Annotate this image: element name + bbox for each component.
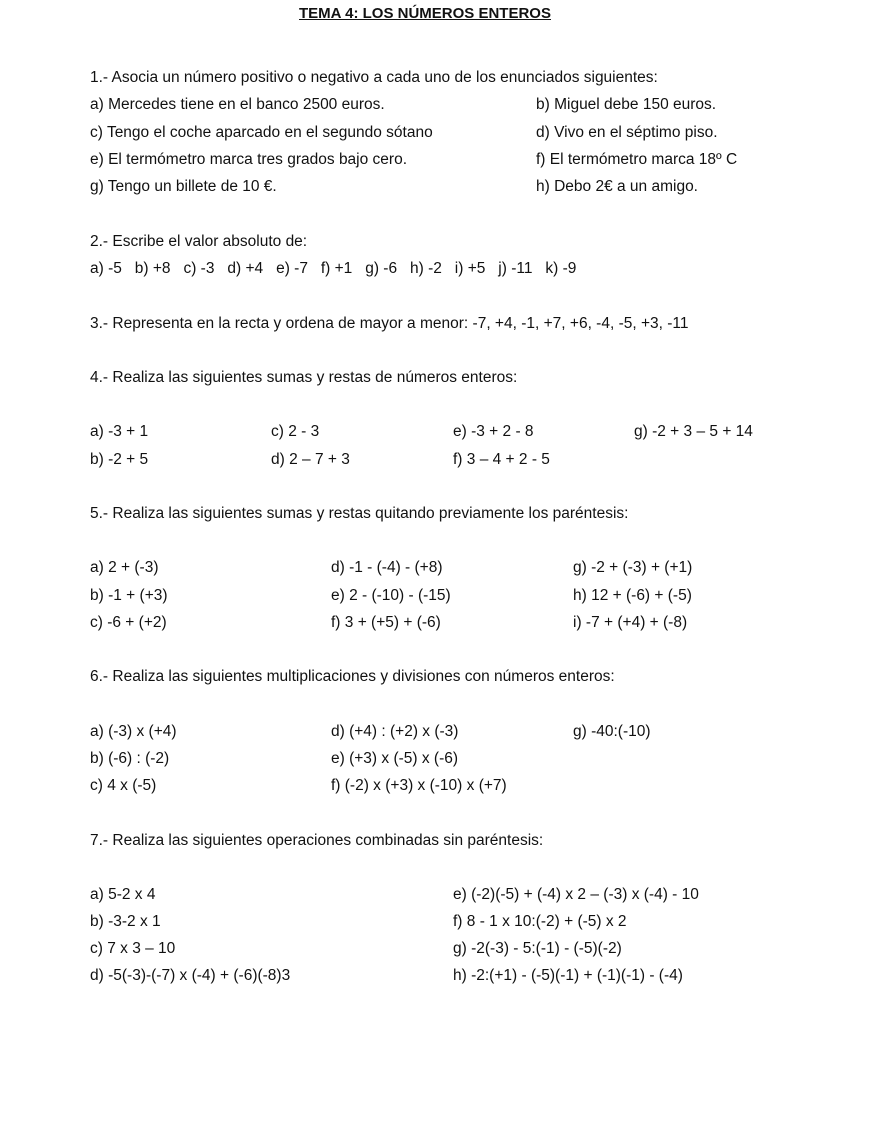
exercise-6-item-e: e) (+3) x (-5) x (-6) [331, 750, 459, 767]
exercise-4-item-c: c) 2 - 3 [271, 423, 320, 440]
exercise-1-item-c: c) Tengo el coche aparcado en el segundo sótano [90, 124, 433, 141]
exercise-4-item-d: d) 2 – 7 + 3 [271, 451, 350, 468]
exercise-1-row [0, 124, 873, 144]
exercise-1-row [0, 151, 873, 171]
exercise-1-item-h: h) Debo 2€ a un amigo. [536, 178, 698, 195]
exercise-1-item-e: e) El termómetro marca tres grados bajo cero. [90, 151, 408, 168]
exercise-7-item-g: g) -2(-3) - 5:(-1) - (-5)(-2) [453, 940, 622, 957]
exercise-5-item-f: f) 3 + (+5) + (-6) [331, 614, 441, 631]
exercise-7-row [0, 913, 873, 933]
exercise-5-item-e: e) 2 - (-10) - (-15) [331, 587, 451, 604]
exercise-5-item-g: g) -2 + (-3) + (+1) [573, 559, 693, 576]
exercise-7-heading: 7.- Realiza las siguientes operaciones combinadas sin paréntesis: [90, 832, 544, 849]
exercise-5-heading: 5.- Realiza las siguientes sumas y restas quitando previamente los paréntesis: [90, 505, 629, 522]
exercise-5-item-b: b) -1 + (+3) [90, 587, 168, 604]
exercise-5-row [0, 587, 873, 607]
exercise-2-items: a) -5 b) +8 c) -3 d) +4 e) -7 f) +1 g) -6 h) -2 i) +5 j) -11 k) -9 [90, 260, 577, 277]
exercise-5-row [0, 559, 873, 579]
exercise-2-heading: 2.- Escribe el valor absoluto de: [90, 233, 308, 250]
exercise-7-row [0, 886, 873, 906]
exercise-7-item-d: d) -5(-3)-(-7) x (-4) + (-6)(-8)3 [90, 967, 291, 984]
exercise-4-item-e: e) -3 + 2 - 8 [453, 423, 534, 440]
exercise-4-row [0, 451, 873, 471]
exercise-4-item-b: b) -2 + 5 [90, 451, 149, 468]
exercise-5-item-a: a) 2 + (-3) [90, 559, 159, 576]
exercise-4-heading: 4.- Realiza las siguientes sumas y restas de números enteros: [90, 369, 518, 386]
page-title: TEMA 4: LOS NÚMEROS ENTEROS [299, 5, 551, 22]
exercise-6-item-a: a) (-3) x (+4) [90, 723, 177, 740]
exercise-6-heading: 6.- Realiza las siguientes multiplicaciones y divisiones con números enteros: [90, 668, 615, 685]
exercise-1-item-g: g) Tengo un billete de 10 €. [90, 178, 277, 195]
exercise-5-row [0, 614, 873, 634]
exercise-1-heading: 1.- Asocia un número positivo o negativo a cada uno de los enunciados siguientes: [90, 69, 658, 86]
exercise-4-row [0, 423, 873, 443]
exercise-5-item-d: d) -1 - (-4) - (+8) [331, 559, 443, 576]
exercise-6-row [0, 723, 873, 743]
exercise-7-row [0, 940, 873, 960]
exercise-7-item-f: f) 8 - 1 x 10:(-2) + (-5) x 2 [453, 913, 627, 930]
exercise-7-item-a: a) 5-2 x 4 [90, 886, 156, 903]
exercise-4-item-g: g) -2 + 3 – 5 + 14 [634, 423, 753, 440]
exercise-7-row [0, 967, 873, 987]
exercise-6-row [0, 777, 873, 797]
exercise-1-item-a: a) Mercedes tiene en el banco 2500 euros. [90, 96, 385, 113]
exercise-5-item-i: i) -7 + (+4) + (-8) [573, 614, 688, 631]
exercise-1-item-f: f) El termómetro marca 18º C [536, 151, 738, 168]
exercise-4-item-a: a) -3 + 1 [90, 423, 149, 440]
exercise-1-item-d: d) Vivo en el séptimo piso. [536, 124, 718, 141]
exercise-5-item-c: c) -6 + (+2) [90, 614, 167, 631]
exercise-6-item-f: f) (-2) x (+3) x (-10) x (+7) [331, 777, 507, 794]
exercise-6-item-b: b) (-6) : (-2) [90, 750, 170, 767]
exercise-6-item-g: g) -40:(-10) [573, 723, 651, 740]
exercise-6-item-d: d) (+4) : (+2) x (-3) [331, 723, 459, 740]
exercise-7-item-b: b) -3-2 x 1 [90, 913, 161, 930]
exercise-6-item-c: c) 4 x (-5) [90, 777, 157, 794]
exercise-4-item-f: f) 3 – 4 + 2 - 5 [453, 451, 550, 468]
exercise-7-item-e: e) (-2)(-5) + (-4) x 2 – (-3) x (-4) - 10 [453, 886, 699, 903]
exercise-7-item-h: h) -2:(+1) - (-5)(-1) + (-1)(-1) - (-4) [453, 967, 683, 984]
exercise-3-heading: 3.- Representa en la recta y ordena de mayor a menor: -7, +4, -1, +7, +6, -4, -5, +3, -11 [90, 315, 689, 332]
exercise-1-item-b: b) Miguel debe 150 euros. [536, 96, 717, 113]
exercise-1-row [0, 96, 873, 116]
exercise-1-row [0, 178, 873, 198]
exercise-5-item-h: h) 12 + (-6) + (-5) [573, 587, 692, 604]
exercise-6-row [0, 750, 873, 770]
exercise-7-item-c: c) 7 x 3 – 10 [90, 940, 176, 957]
